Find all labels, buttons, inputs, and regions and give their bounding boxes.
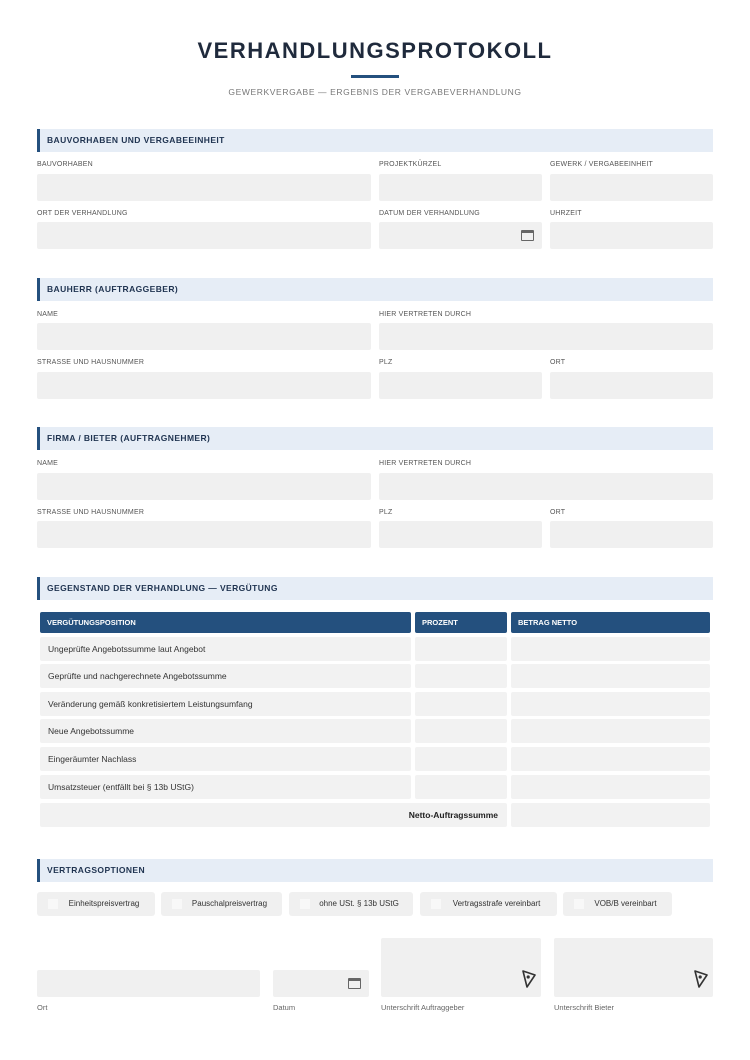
checkbox[interactable] (300, 899, 310, 909)
label-bauherr-strasse: STRASSE UND HAUSNUMMER (37, 359, 145, 366)
uhrzeit-field[interactable] (550, 222, 713, 249)
table-row-label: Ungeprüfte Angebotssumme laut Angebot (40, 637, 411, 661)
bauherr-ort-field[interactable] (550, 372, 713, 399)
calendar-icon[interactable] (521, 230, 534, 241)
bauherr-vertreten-field[interactable] (379, 323, 713, 350)
section-bauvorhaben-header: BAUVORHABEN UND VERGABEEINHEIT (37, 129, 713, 152)
option-pauschalpreisvertrag[interactable] (161, 892, 282, 916)
firma-ort-field[interactable] (550, 521, 713, 548)
prozent-field[interactable] (415, 637, 507, 661)
prozent-field[interactable] (415, 775, 507, 799)
option-ohne-ust[interactable] (289, 892, 413, 916)
bauherr-plz-field[interactable] (379, 372, 542, 399)
betrag-field[interactable] (511, 664, 710, 688)
prozent-field[interactable] (415, 664, 507, 688)
datum-verhandlung-field[interactable] (379, 222, 542, 249)
bauherr-strasse-field[interactable] (37, 372, 371, 399)
table-row-label: Umsatzsteuer (entfällt bei § 13b UStG) (40, 775, 411, 799)
section-bauherr-header: BAUHERR (AUFTRAGGEBER) (37, 278, 713, 301)
prozent-field[interactable] (415, 747, 507, 771)
firma-vertreten-field[interactable] (379, 473, 713, 500)
betrag-field[interactable] (511, 637, 710, 661)
option-vob-b[interactable] (563, 892, 672, 916)
label-bauherr-plz: PLZ (379, 359, 393, 366)
label-ort-verhandlung: ORT DER VERHANDLUNG (37, 210, 128, 217)
table-row-label: Neue Angebotssumme (40, 719, 411, 743)
label-sig-bieter: Unterschrift Bieter (554, 1003, 615, 1012)
option-label: Pauschalpreisvertrag (191, 899, 268, 908)
option-label: Vertragsstrafe vereinbart (452, 899, 541, 908)
option-label: Einheitspreisvertrag (68, 899, 140, 908)
option-label: VOB/B vereinbart (594, 899, 657, 908)
table-row-label: Eingeräumter Nachlass (40, 747, 411, 771)
label-bauherr-vertreten: HIER VERTRETEN DURCH (379, 311, 472, 318)
label-firma-vertreten: HIER VERTRETEN DURCH (379, 460, 472, 467)
page-subtitle: GEWERKVERGABE — ERGEBNIS DER VERGABEVERHANDLUNG (228, 87, 522, 97)
calendar-icon[interactable] (348, 978, 361, 989)
firma-plz-field[interactable] (379, 521, 542, 548)
pen-icon (694, 970, 708, 988)
label-bauherr-name: NAME (37, 311, 59, 318)
label-firma-strasse: STRASSE UND HAUSNUMMER (37, 509, 145, 516)
label-firma-name: NAME (37, 460, 59, 467)
signature-ort-field[interactable] (37, 970, 260, 997)
gewerk-field[interactable] (550, 174, 713, 201)
firma-strasse-field[interactable] (37, 521, 371, 548)
section-verguetung-header: GEGENSTAND DER VERHANDLUNG — VERGÜTUNG (37, 577, 713, 600)
page-title: VERHANDLUNGSPROTOKOLL (197, 38, 553, 63)
signature-bieter-field[interactable] (554, 938, 713, 997)
title-underline (351, 75, 399, 78)
checkbox[interactable] (431, 899, 441, 909)
option-vertragsstrafe[interactable] (420, 892, 557, 916)
label-sig-ort: Ort (37, 1003, 48, 1012)
label-bauherr-ort: ORT (550, 359, 566, 366)
label-firma-plz: PLZ (379, 509, 393, 516)
checkbox[interactable] (48, 899, 58, 909)
prozent-field[interactable] (415, 692, 507, 716)
column-header-prozent: PROZENT (415, 612, 507, 633)
label-firma-ort: ORT (550, 509, 566, 516)
table-row-label: Veränderung gemäß konkretisiertem Leistungsumfang (40, 692, 411, 716)
checkbox[interactable] (172, 899, 182, 909)
label-uhrzeit: UHRZEIT (550, 210, 582, 217)
option-label: ohne USt. § 13b UStG (319, 899, 399, 908)
ort-verhandlung-field[interactable] (37, 222, 371, 249)
firma-name-field[interactable] (37, 473, 371, 500)
column-header-betrag: BETRAG NETTO (511, 612, 710, 633)
netto-auftragssumme-field[interactable] (511, 803, 710, 827)
pen-icon (522, 970, 536, 988)
section-optionen-header: VERTRAGSOPTIONEN (37, 859, 713, 882)
betrag-field[interactable] (511, 747, 710, 771)
betrag-field[interactable] (511, 692, 710, 716)
betrag-field[interactable] (511, 775, 710, 799)
signature-auftraggeber-field[interactable] (381, 938, 541, 997)
label-sig-datum: Datum (273, 1003, 296, 1012)
label-sig-auftraggeber: Unterschrift Auftraggeber (381, 1003, 465, 1012)
bauvorhaben-field[interactable] (37, 174, 371, 201)
table-row-label: Geprüfte und nachgerechnete Angebotssumme (40, 664, 411, 688)
projektkuerzel-field[interactable] (379, 174, 542, 201)
netto-auftragssumme-label: Netto-Auftragssumme (40, 803, 507, 827)
option-einheitspreisvertrag[interactable] (37, 892, 155, 916)
label-datum-verhandlung: DATUM DER VERHANDLUNG (379, 210, 480, 217)
bauherr-name-field[interactable] (37, 323, 371, 350)
label-projektkuerzel: PROJEKTKÜRZEL (379, 161, 442, 168)
betrag-field[interactable] (511, 719, 710, 743)
section-firma-header: FIRMA / BIETER (AUFTRAGNEHMER) (37, 427, 713, 450)
column-header-position: VERGÜTUNGSPOSITION (40, 612, 411, 633)
checkbox[interactable] (574, 899, 584, 909)
label-gewerk: GEWERK / VERGABEEINHEIT (550, 161, 654, 168)
signature-datum-field[interactable] (273, 970, 369, 997)
prozent-field[interactable] (415, 719, 507, 743)
label-bauvorhaben: BAUVORHABEN (37, 161, 93, 168)
